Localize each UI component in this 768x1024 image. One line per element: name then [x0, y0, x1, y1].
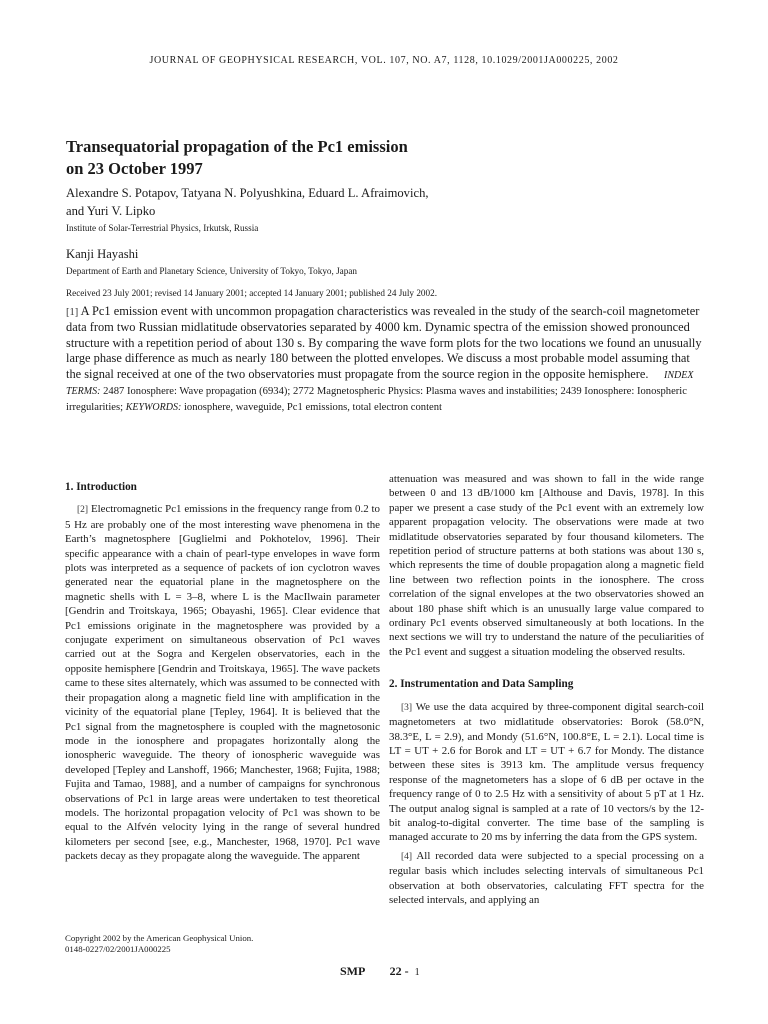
publication-dates: Received 23 July 2001; revised 14 January 2001; accepted 14 January 2001; published 24 July 2002.: [66, 288, 437, 298]
introduction-continued: attenuation was measured and was shown to fall in the wide range between 0 and 13 dB/1000 km [Althouse and Davis, 1978]. In this paper we present a case study of the Pc1 event with an extremely low apparent propagation velocity. The observations were made at two midlatitude observatories separated by four thousand kilometers. The repetition period of structure patterns at both stations was about 130 s, which represents the time of double propagation along a magnetic field line between two reflection points in the ionosphere. The cross correlation of the signal envelopes at the two observatories showed an about 180 phase shift which is an unusually large value compared to ordinary Pc1 events observed simultaneously at both locations. In the next sections we will try to understand the nature of the peculiarities of the Pc1 event and suggest a situation modeling the observed results.: [389, 473, 704, 658]
title-line-1: Transequatorial propagation of the Pc1 emission: [66, 137, 408, 156]
journal-header: JOURNAL OF GEOPHYSICAL RESEARCH, VOL. 107, NO. A7, 1128, 10.1029/2001JA000225, 2002: [149, 55, 619, 66]
paragraph-2-text: Electromagnetic Pc1 emissions in the frequency range from 0.2 to 5 Hz are probably one of the most interesting wave phenomena in the Earth’s magnetosphere [Guglielmi and Pokhotelov, 1996]. Their specific appearance with a chain of pearl-type envelopes in wave form plots was interpreted as a sequence of packets of ion cyclotron waves generated near the equatorial plane in the magnetosphere on the magnetic shells with L = 3–8, where L is the MacIlwain parameter [Gendrin and Troitskaya, 1965; Obayashi, 1965]. Clear evidence that Pc1 emissions originate in the magnetosphere was provided by a conjugate experiment on simultaneous observation of Pc1 waves carried out at the Sogra and Kergelen observatories, each in the opposite hemisphere [Gendrin and Troitskaya, 1965]. The wave packets came to these sites alternately, which was assumed to be connected with their propagation along a magnetic field line with amplification in the vicinity of the equatorial plane [Tepley, 1964]. It is believed that the Pc1 signal from the magnetosphere is coupled with the magnetosonic mode in the ionosphere and propagates horizontally along the ionospheric waveguide. The theory of ionospheric waveguide was developed [Tepley and Lanshoff, 1966; Manchester, 1968; Fujita, 1988; Fujita and Tamao, 1988], and a number of campaigns for synchronous observations of Pc1 in large areas were undertaken to test theoretical models. The horizontal propagation velocity of Pc1 was shown to be equal to the Alfvén velocity lying in the range of several hundred kilometers per second [see, e.g., Manchester, 1968, 1970]. Pc1 wave packets decay as they propagate along the waveguide. The apparent: [65, 503, 380, 863]
copyright-line-1: Copyright 2002 by the American Geophysical Union.: [65, 933, 254, 943]
paragraph-number-2: [2]: [77, 505, 89, 516]
right-column: [389, 472, 704, 911]
index-terms-label: INDEX TERMS:: [66, 369, 694, 398]
paragraph-2: [65, 502, 380, 863]
authors-line-2: and Yuri V. Lipko: [66, 204, 156, 218]
affiliation-2: Department of Earth and Planetary Science, University of Tokyo, Tokyo, Japan: [66, 266, 358, 276]
author-list-2: Kanji Hayashi: [66, 247, 139, 261]
footer-label: SMP: [340, 964, 365, 978]
paragraph-4-text: All recorded data were subjected to a special processing on a regular basis which includes selecting intervals of simultaneous Pc1 observation at both observatories, calculating FFT spectra for the selected intervals, and applying an: [389, 849, 704, 906]
section-1-heading: 1. Introduction: [65, 481, 137, 493]
copyright-notice: [65, 933, 375, 955]
page-footer: [340, 964, 420, 979]
paragraph-4: [389, 849, 704, 908]
footer-subpage: 1: [414, 967, 420, 978]
affiliation-1: Institute of Solar-Terrestrial Physics, Irkutsk, Russia: [66, 223, 259, 233]
abstract-paragraph-number: [1]: [66, 307, 79, 318]
section-2-heading: 2. Instrumentation and Data Sampling: [389, 678, 574, 691]
paragraph-number-3: [3]: [401, 702, 413, 713]
index-terms-text: 2487 Ionosphere: Wave propagation (6934); 2772 Magnetospheric Physics: Plasma waves and instabilities; 2439 Ionosphere: Ionospheric irregularities;: [66, 386, 687, 414]
keywords-label: KEYWORDS:: [125, 402, 182, 414]
authors-line-1: Alexandre S. Potapov, Tatyana N. Polyushkina, Eduard L. Afraimovich,: [66, 186, 429, 200]
copyright-line-2: 0148-0227/02/2001JA000225: [65, 944, 171, 954]
abstract: [66, 304, 702, 416]
paragraph-3-text: We use the data acquired by three-component digital search-coil magnetometers at two midlatitude observatories: Borok (58.0°N, 38.3°E, L = 2.9), and Mondy (51.6°N, 100.8°E, L = 2.1). Local time is LT = UT + 2.6 for Borok and LT = UT + 6.7 for Mondy. The distance between these sites is 3913 km. The amplitude versus frequency response of the magnetometers has a slope of 6 dB per octave in the frequency range of 0 to 2.5 Hz with a sensitivity of about 5 pT at 1 Hz. The output analog signal is sampled at a rate of 10 vectors/s by the 12-bit analog-to-digital converter. The time base of the sampling is managed accurate to 20 ms by inferring the data from the GPS system.: [389, 700, 704, 844]
author-list-1: [66, 184, 706, 220]
paragraph-number-4: [4]: [401, 851, 413, 862]
keywords-text: ionosphere, waveguide, Pc1 emissions, total electron content: [183, 402, 442, 414]
footer-page-number: 22 -: [389, 964, 409, 978]
paper-title: [66, 136, 706, 180]
abstract-text: A Pc1 emission event with uncommon propagation characteristics was revealed in the study of the search-coil magnetometer data from two Russian midlatitude observatories separated by 4000 km. Dynamic spectra of the emission showed pronounced structure with a repetition period of about 130 s. By comparing the wave form plots for the two locations we found an unusually large phase difference as much as nearly 180 between the plotted envelopes. We discuss a most probable model assuming that the signal received at one of the two observatories must propagate from the source region in the opposite hemisphere.: [66, 304, 702, 381]
title-line-2: on 23 October 1997: [66, 159, 203, 178]
left-column: [65, 474, 380, 868]
paragraph-3: [389, 700, 704, 845]
